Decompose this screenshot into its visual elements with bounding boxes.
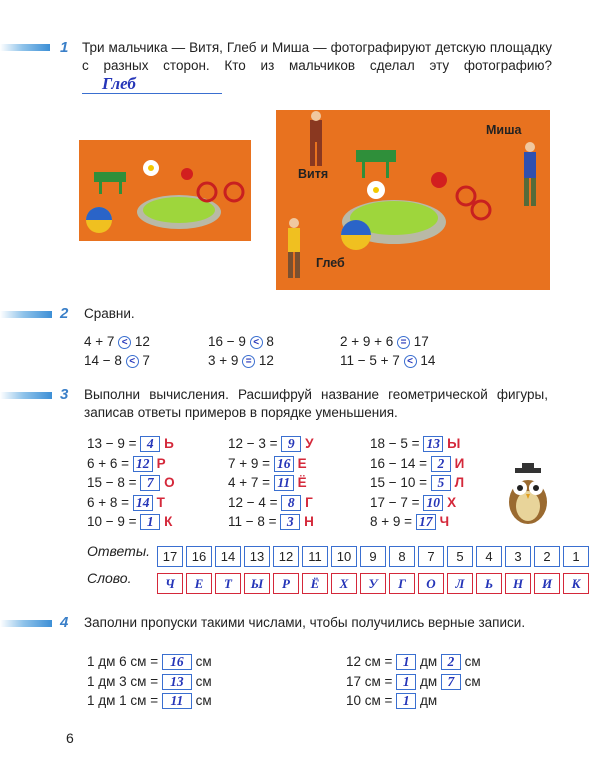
conversion-answer: 13	[162, 674, 192, 690]
answer-cell: 14	[215, 546, 241, 567]
example-answer: 13	[423, 436, 443, 452]
comparison-expression: 4 + 7	[84, 334, 119, 349]
example-row	[370, 456, 464, 472]
section-bar-1	[0, 44, 50, 51]
answer-cell: 16	[186, 546, 212, 567]
example-expression: 15 − 10 =	[370, 475, 431, 490]
task-4-text: Заполни пропуски такими числами, чтобы получились верные записи.	[84, 615, 526, 630]
conversion-unit-cm: см	[460, 673, 481, 689]
example-expression: 18 − 5 =	[370, 436, 424, 451]
comparison-item	[208, 334, 274, 349]
conversion-expression: 17 см =	[346, 673, 397, 689]
conversion-answer-dm: 1	[396, 674, 416, 690]
answer-cell: 8	[389, 546, 415, 567]
example-expression: 17 − 7 =	[370, 494, 424, 510]
label-vitya: Витя	[298, 167, 329, 181]
conversion-expression: 12 см =	[346, 654, 397, 669]
answer-cell: 4	[476, 546, 502, 567]
task-3-text: Выполни вычисления. Расшифруй название геометрической фигуры, записав ответы примеров в порядке уменьшения.	[84, 387, 548, 420]
answer-cell: 7	[418, 546, 444, 567]
word-cell: Л	[447, 573, 473, 594]
example-letter: Ы	[447, 436, 461, 451]
comparison-expression: 14 − 8	[84, 353, 126, 368]
example-expression: 7 + 9 =	[228, 455, 274, 471]
conversion-row	[346, 674, 481, 690]
example-letter: К	[164, 514, 173, 529]
example-letter: Н	[304, 514, 314, 529]
example-letter: Х	[447, 494, 457, 510]
conversion-expression: 10 см =	[346, 693, 397, 708]
comparison-item	[208, 353, 274, 368]
word-cell: К	[563, 573, 589, 594]
conversion-answer: 11	[162, 693, 192, 709]
comparison-item	[340, 334, 429, 349]
small-photo	[79, 140, 251, 241]
comparison-rhs: 7	[138, 353, 150, 368]
example-row	[87, 475, 175, 491]
example-expression: 4 + 7 =	[228, 475, 274, 490]
owl-icon	[505, 462, 551, 526]
example-answer: 7	[140, 475, 160, 491]
example-letter: Ё	[297, 475, 307, 490]
word-cell: Т	[215, 573, 241, 594]
word-label: Слово.	[87, 570, 132, 586]
answer-cell: 13	[244, 546, 270, 567]
task-number-4: 4	[60, 614, 69, 631]
word-cell: У	[360, 573, 386, 594]
example-expression: 6 + 8 =	[87, 494, 133, 510]
answer-cell: 2	[534, 546, 560, 567]
word-cell: И	[534, 573, 560, 594]
word-cell: Р	[273, 573, 299, 594]
example-row	[228, 514, 314, 530]
comparison-expression: 2 + 9 + 6	[340, 334, 398, 349]
answer-cell: 3	[505, 546, 531, 567]
comparison-sign: <	[250, 336, 263, 349]
comparison-expression: 16 − 9	[208, 334, 250, 349]
example-letter: Р	[156, 455, 166, 471]
answers-grid	[157, 546, 592, 567]
task-2-title: Сравни.	[84, 306, 135, 321]
comparison-sign: <	[126, 355, 139, 368]
conversion-unit-cm: см	[460, 654, 481, 669]
word-grid	[157, 573, 592, 594]
example-expression: 10 − 9 =	[87, 514, 141, 529]
example-answer: 9	[281, 436, 301, 452]
task-1-answer: Глеб	[82, 75, 222, 94]
example-letter: О	[164, 475, 175, 490]
comparison-item	[84, 353, 150, 368]
conversion-unit-dm: дм	[416, 654, 441, 669]
answer-cell: 9	[360, 546, 386, 567]
comparison-rhs: 17	[410, 334, 429, 349]
label-gleb: Глеб	[316, 256, 345, 270]
example-row	[87, 495, 165, 511]
example-row	[87, 436, 174, 452]
section-bar-3	[0, 392, 52, 399]
example-row	[370, 436, 460, 452]
comparison-sign: =	[242, 355, 255, 368]
section-bar-4	[0, 620, 52, 627]
example-row	[370, 514, 449, 530]
example-expression: 6 + 6 =	[87, 455, 133, 471]
page-number: 6	[66, 730, 74, 746]
conversion-answer-cm: 7	[441, 674, 461, 690]
conversion-unit: см	[191, 693, 212, 708]
word-cell: Ё	[302, 573, 328, 594]
word-cell: Е	[186, 573, 212, 594]
comparison-sign: <	[404, 355, 417, 368]
word-cell: Г	[389, 573, 415, 594]
conversion-unit: см	[191, 654, 212, 669]
example-answer: 16	[274, 456, 294, 472]
example-row	[228, 436, 313, 452]
example-row	[370, 475, 464, 491]
example-letter: Е	[297, 455, 307, 471]
task-number-1: 1	[60, 39, 69, 56]
example-expression: 15 − 8 =	[87, 475, 141, 490]
example-expression: 16 − 14 =	[370, 455, 431, 471]
conversion-row	[346, 654, 481, 670]
label-misha: Миша	[486, 123, 522, 137]
example-expression: 12 − 4 =	[228, 494, 282, 510]
conversion-row	[87, 693, 212, 709]
word-cell: Ь	[476, 573, 502, 594]
example-expression: 13 − 9 =	[87, 436, 141, 451]
example-letter: Ь	[164, 436, 174, 451]
word-cell: О	[418, 573, 444, 594]
example-row	[87, 456, 166, 472]
word-cell: Х	[331, 573, 357, 594]
task-1-text: Три мальчика — Витя, Глеб и Миша — фотографируют детскую площадку с разных сторон. Кто из мальчиков сделал эту фотографию? Глеб	[82, 40, 552, 93]
answer-cell: 12	[273, 546, 299, 567]
answer-cell: 11	[302, 546, 328, 567]
conversion-row	[87, 674, 212, 690]
comparison-rhs: 14	[416, 353, 436, 368]
comparison-rhs: 8	[262, 334, 274, 349]
answer-cell: 17	[157, 546, 183, 567]
conversion-answer-dm: 1	[396, 654, 416, 670]
example-letter: Т	[156, 494, 165, 510]
large-photo	[276, 110, 550, 290]
word-cell: Н	[505, 573, 531, 594]
conversion-expression: 1 дм 3 см =	[87, 673, 162, 689]
example-expression: 12 − 3 =	[228, 436, 282, 451]
example-letter: Ч	[439, 514, 450, 529]
example-answer: 17	[416, 514, 436, 530]
example-answer: 14	[133, 495, 153, 511]
example-letter: У	[305, 436, 314, 451]
task-number-2: 2	[60, 305, 69, 322]
example-letter: Г	[305, 494, 313, 510]
comparison-rhs: 12	[131, 334, 150, 349]
comparison-sign: =	[397, 336, 410, 349]
example-answer: 3	[280, 514, 300, 530]
example-answer: 2	[431, 456, 451, 472]
example-answer: 12	[133, 456, 153, 472]
answer-cell: 10	[331, 546, 357, 567]
word-cell: Ы	[244, 573, 270, 594]
example-row	[87, 514, 172, 530]
example-answer: 4	[140, 436, 160, 452]
answer-cell: 1	[563, 546, 589, 567]
task-number-3: 3	[60, 386, 69, 403]
example-answer: 11	[274, 475, 294, 491]
example-row	[228, 495, 313, 511]
conversion-expression: 1 дм 6 см =	[87, 654, 162, 669]
example-row	[370, 495, 456, 511]
conversion-answer-cm: 2	[441, 654, 461, 670]
conversion-answer-dm: 1	[396, 693, 416, 709]
example-answer: 1	[140, 514, 160, 530]
conversion-row	[87, 654, 212, 670]
example-row	[228, 475, 307, 491]
example-expression: 11 − 8 =	[228, 514, 281, 529]
word-cell: Ч	[157, 573, 183, 594]
playground-small-illustration	[79, 140, 251, 241]
example-letter: И	[454, 455, 465, 471]
example-row	[228, 456, 307, 472]
conversion-unit: см	[191, 673, 212, 689]
comparison-expression: 3 + 9	[208, 353, 243, 368]
section-bar-2	[0, 311, 52, 318]
comparison-rhs: 12	[255, 353, 274, 368]
answer-cell: 5	[447, 546, 473, 567]
example-letter: Л	[454, 475, 465, 490]
example-answer: 5	[431, 475, 451, 491]
example-expression: 8 + 9 =	[370, 514, 416, 529]
conversion-unit-dm: дм	[416, 693, 438, 708]
conversion-row	[346, 693, 437, 709]
conversion-unit-dm: дм	[416, 673, 441, 689]
comparison-item	[84, 334, 150, 349]
answers-label: Ответы.	[87, 543, 151, 559]
conversion-expression: 1 дм 1 см =	[87, 693, 162, 708]
example-answer: 10	[423, 495, 443, 511]
comparison-sign: <	[118, 336, 131, 349]
comparison-expression: 11 − 5 + 7	[340, 353, 404, 368]
conversion-answer: 16	[162, 654, 192, 670]
comparison-item	[340, 353, 435, 368]
example-answer: 8	[281, 495, 301, 511]
